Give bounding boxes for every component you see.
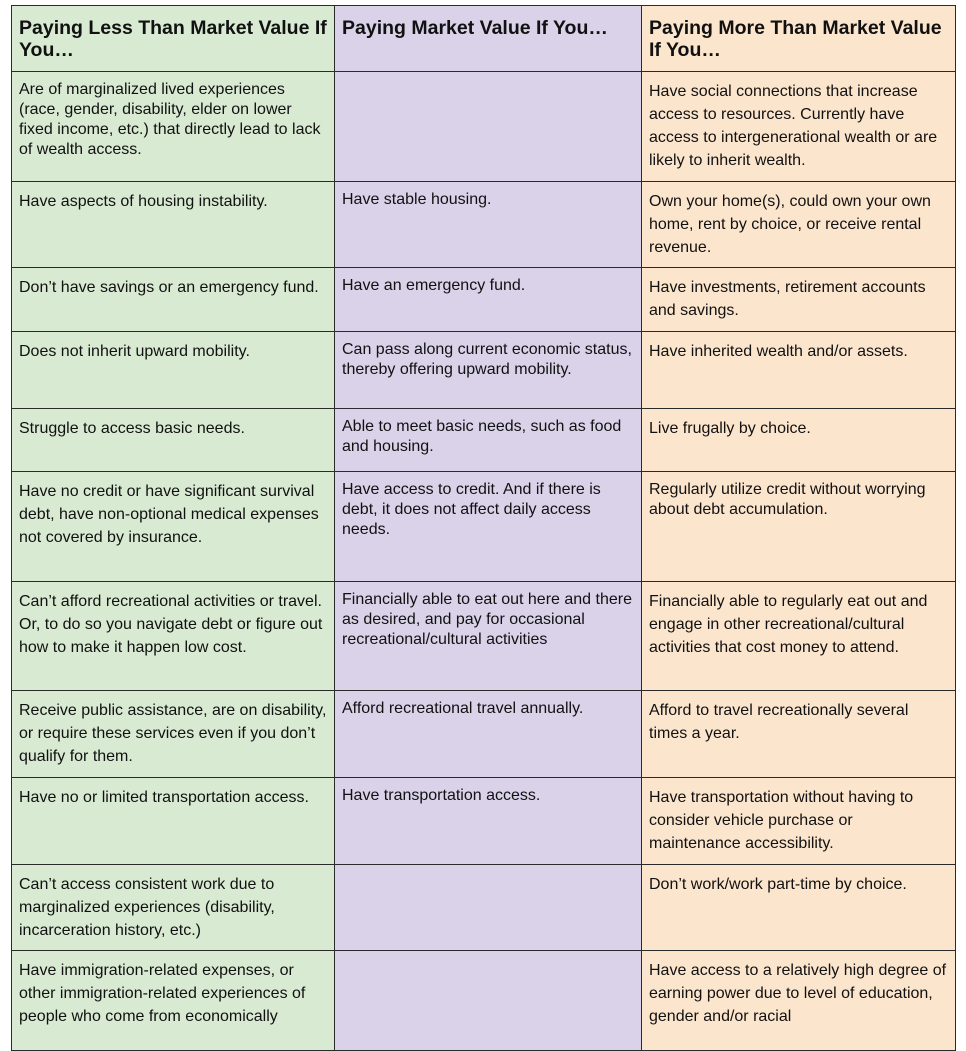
table-row: [12, 778, 956, 865]
table-row: [12, 472, 956, 582]
cell-more: Have social connections that increase access to resources. Currently have access to intergenerational wealth or are likely to inherit wealth.: [642, 72, 956, 182]
cell-less: Struggle to access basic needs.: [12, 409, 335, 472]
cell-more: Have access to a relatively high degree of earning power due to level of education, gender and/or racial: [642, 951, 956, 1051]
cell-less: Have immigration-related expenses, or other immigration-related experiences of people who come from economically: [12, 951, 335, 1051]
cell-market: [335, 72, 642, 182]
cell-less: Are of marginalized lived experiences (race, gender, disability, elder on lower fixed income, etc.) that directly lead to lack of wealth access.: [12, 72, 335, 182]
header-paying-more: Paying More Than Market Value If You…: [642, 6, 956, 72]
sliding-scale-table: [11, 5, 956, 1051]
cell-more: Afford to travel recreationally several times a year.: [642, 691, 956, 778]
cell-more: Financially able to regularly eat out and engage in other recreational/cultural activities that cost money to attend.: [642, 582, 956, 691]
table-row: [12, 182, 956, 268]
cell-less: Receive public assistance, are on disability, or require these services even if you don’t qualify for them.: [12, 691, 335, 778]
cell-more: Live frugally by choice.: [642, 409, 956, 472]
cell-market: Able to meet basic needs, such as food and housing.: [335, 409, 642, 472]
cell-less: Can’t afford recreational activities or travel. Or, to do so you navigate debt or figure out how to make it happen low cost.: [12, 582, 335, 691]
cell-more: Regularly utilize credit without worrying about debt accumulation.: [642, 472, 956, 582]
cell-market: Have an emergency fund.: [335, 268, 642, 332]
table-row: [12, 268, 956, 332]
table-row: [12, 409, 956, 472]
cell-less: Have no credit or have significant survival debt, have non-optional medical expenses not covered by insurance.: [12, 472, 335, 582]
table-row: [12, 691, 956, 778]
cell-less: Can’t access consistent work due to marginalized experiences (disability, incarceration history, etc.): [12, 865, 335, 951]
cell-more: Don’t work/work part-time by choice.: [642, 865, 956, 951]
cell-market: Have stable housing.: [335, 182, 642, 268]
table-row: [12, 332, 956, 409]
cell-market: Can pass along current economic status, thereby offering upward mobility.: [335, 332, 642, 409]
cell-less: Have aspects of housing instability.: [12, 182, 335, 268]
cell-less: Does not inherit upward mobility.: [12, 332, 335, 409]
cell-less: Have no or limited transportation access.: [12, 778, 335, 865]
cell-more: Own your home(s), could own your own home, rent by choice, or receive rental revenue.: [642, 182, 956, 268]
cell-market: Have transportation access.: [335, 778, 642, 865]
table-row: [12, 582, 956, 691]
cell-market: Afford recreational travel annually.: [335, 691, 642, 778]
header-paying-market: Paying Market Value If You…: [335, 6, 642, 72]
cell-market: [335, 951, 642, 1051]
cell-market: [335, 865, 642, 951]
header-paying-less: Paying Less Than Market Value If You…: [12, 6, 335, 72]
table-row: [12, 865, 956, 951]
table-row: [12, 951, 956, 1051]
table-row: [12, 72, 956, 182]
header-row: [12, 6, 956, 72]
cell-more: Have inherited wealth and/or assets.: [642, 332, 956, 409]
cell-more: Have investments, retirement accounts and savings.: [642, 268, 956, 332]
cell-more: Have transportation without having to consider vehicle purchase or maintenance accessibility.: [642, 778, 956, 865]
cell-market: Have access to credit. And if there is debt, it does not affect daily access needs.: [335, 472, 642, 582]
cell-less: Don’t have savings or an emergency fund.: [12, 268, 335, 332]
cell-market: Financially able to eat out here and there as desired, and pay for occasional recreational/cultural activities: [335, 582, 642, 691]
